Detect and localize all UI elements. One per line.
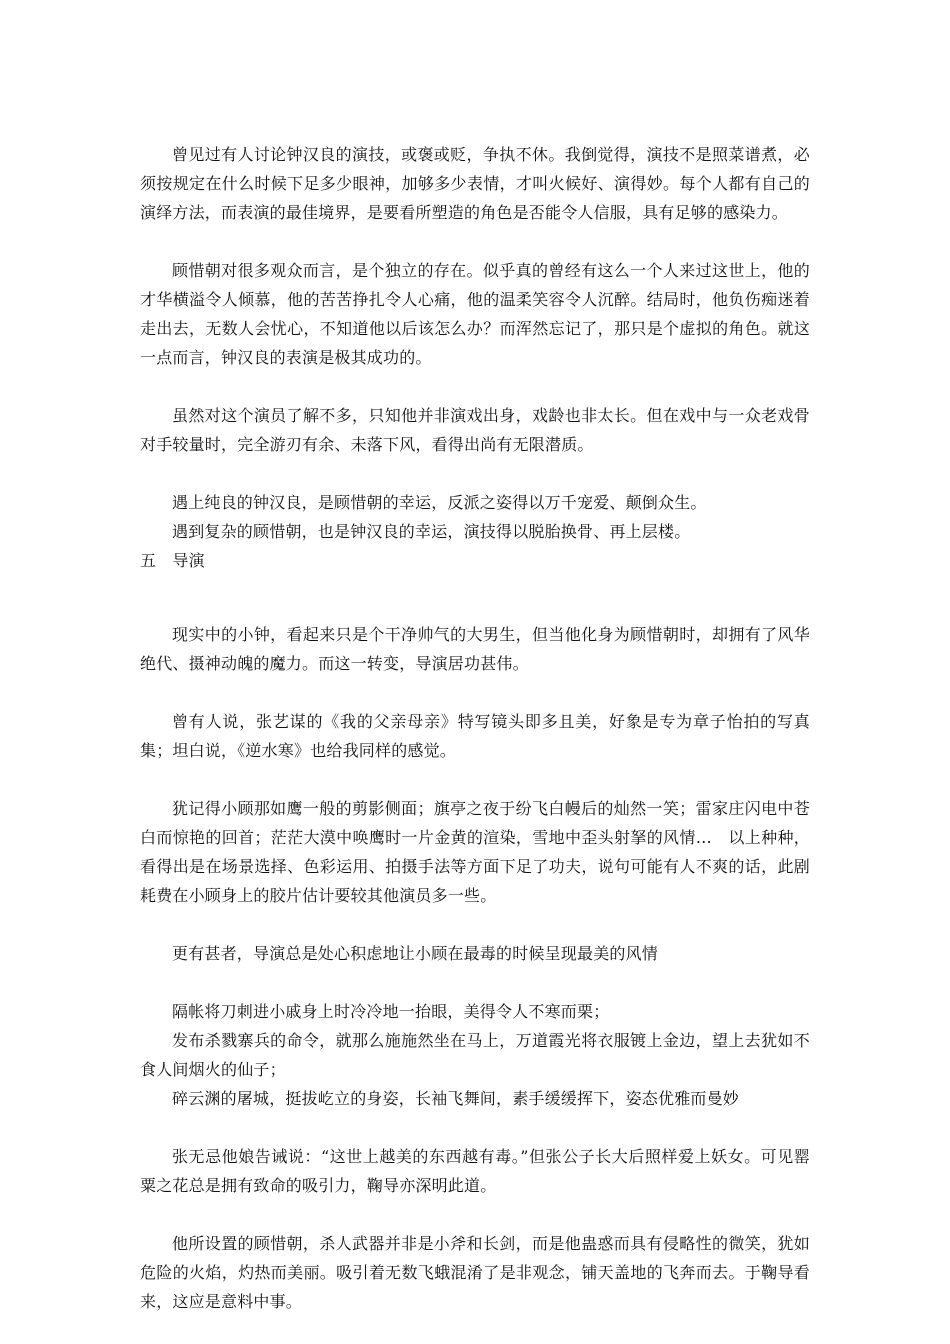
paragraph-scene-two: 发布杀戮寨兵的命令，就那么施施然坐在马上，万道霞光将衣服镀上金边，望上去犹如不食人间烟火的仙子； [140,1031,810,1079]
section-heading-director: 五 导演 [140,551,205,570]
paragraph-memorable-scenes: 犹记得小顾那如鹰一般的剪影侧面；旗亭之夜于纷飞白幔后的灿然一笑；雷家庄闪电中苍白而惊艳的回首；茫茫大漠中唤鹰时一片金黄的渲染，雪地中歪头射拏的风情… 以上种种，看得出是在场景选择、色彩运用、拍摄手法等方面下足了功夫，说句可能有人不爽的话，此剧耗费在小顾身上的胶片估计要较其他演员多一些。 [140,799,810,905]
paragraph-gap [140,1200,810,1229]
paragraph-dangerous-smile: 他所设置的顾惜朝，杀人武器并非是小斧和长剑，而是他蛊惑而具有侵略性的微笑，犹如危险的火焰，灼热而美丽。吸引着无数飞蛾混淆了是非观念，铺天盖地的飞奔而去。于鞠导看来，这应是意料中事。 [140,1234,810,1311]
paragraph-gu-xichao-existence: 顾惜朝对很多观众而言，是个独立的存在。似乎真的曾经有这么一个人来过这世上，他的才华横溢令人倾慕，他的苦苦挣扎令人心痛，他的温柔笑容令人沉醉。结局时，他负伤痴迷着走出去，无数人会忧心，不知道他以后该怎么办？而浑然忘记了，那只是个虚拟的角色。就这一点而言，钟汉良的表演是极其成功的。 [140,261,810,367]
section-gap [140,575,810,620]
paragraph-gap [140,678,810,707]
paragraph-scene-three: 碎云渊的屠城，挺拔屹立的身姿，长袖飞舞间，素手缓缓挥下，姿态优雅而曼妙 [172,1089,740,1108]
paragraph-gap [140,968,810,997]
paragraph-actor-potential: 虽然对这个演员了解不多，只知他并非演戏出身，戏龄也非太长。但在戏中与一众老戏骨对手较量时，完全游刃有余、未落下风，看得出尚有无限潜质。 [140,406,810,454]
paragraph-transformation: 现实中的小钟，看起来只是个干净帅气的大男生，但当他化身为顾惜朝时，却拥有了风华绝代、摄神动魄的魔力。而这一转变，导演居功甚伟。 [140,625,810,673]
paragraph-gap [140,1113,810,1142]
paragraph-gap [140,459,810,488]
paragraph-gap [140,765,810,794]
paragraph-gap [140,227,810,256]
paragraph-scene-one: 隔帐将刀刺进小戚身上时冷冷地一抬眼，美得令人不寒而栗； [172,1002,610,1021]
paragraph-gap [140,372,810,401]
paragraph-gap [140,910,810,939]
document-page [140,140,810,1316]
paragraph-poppy-flower: 张无忌他娘告诫说：“这世上越美的东西越有毒。”但张公子长大后照样爱上妖女。可见罂粟之花总是拥有致命的吸引力，鞠导亦深明此道。 [140,1147,810,1195]
paragraph-fortune-two: 遇到复杂的顾惜朝，也是钟汉良的幸运，演技得以脱胎换骨、再上层楼。 [172,522,691,541]
paragraph-acting-debate: 曾见过有人讨论钟汉良的演技，或褒或贬，争执不休。我倒觉得，演技不是照菜谱煮，必须按规定在什么时候下足多少眼神，加够多少表情，才叫火候好、演得妙。每个人都有自己的演绎方法，而表演的最佳境界，是要看所塑造的角色是否能令人信服，具有足够的感染力。 [140,145,810,222]
paragraph-closeups: 曾有人说，张艺谋的《我的父亲母亲》特写镜头即多且美，好象是专为章子怡拍的写真集；坦白说，《逆水寒》也给我同样的感觉。 [140,712,810,760]
paragraph-fortune-one: 遇上纯良的钟汉良，是顾惜朝的幸运，反派之姿得以万千宠爱、颠倒众生。 [172,493,707,512]
paragraph-most-poisonous: 更有甚者，导演总是处心积虑地让小顾在最毒的时候呈现最美的风情 [172,944,659,963]
